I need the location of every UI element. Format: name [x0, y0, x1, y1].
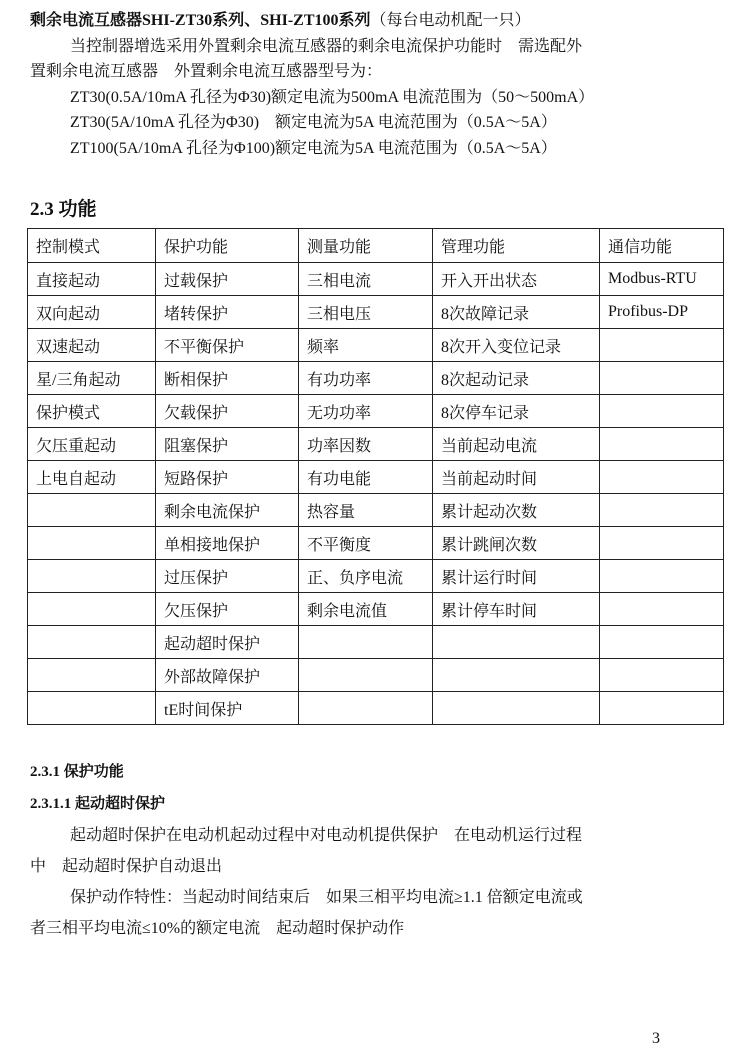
table-cell: 当前起动电流 [433, 428, 600, 461]
table-cell [28, 659, 156, 692]
body-line: 保护动作特性：当起动时间结束后 如果三相平均电流≥1.1 倍额定电流或 [70, 889, 583, 906]
body-line: 中 起动超时保护自动退出 [30, 858, 223, 875]
table-cell [28, 626, 156, 659]
table-cell: 上电自起动 [28, 461, 156, 494]
table-cell: 直接起动 [28, 263, 156, 296]
table-cell: Profibus-DP [600, 296, 724, 329]
table-cell: 单相接地保护 [156, 527, 299, 560]
intro-desc-line: 置剩余电流互感器 外置剩余电流互感器型号为： [30, 63, 383, 80]
table-row [28, 428, 724, 461]
table-cell: 热容量 [299, 494, 433, 527]
table-cell [600, 560, 724, 593]
table-cell [600, 692, 724, 725]
table-cell: 累计起动次数 [433, 494, 600, 527]
header-protection: 保护功能 [156, 229, 299, 263]
table-row [28, 362, 724, 395]
table-cell: 无功功率 [299, 395, 433, 428]
table-cell: 剩余电流值 [299, 593, 433, 626]
table-cell [28, 527, 156, 560]
table-cell: 8次开入变位记录 [433, 329, 600, 362]
table-cell [28, 494, 156, 527]
ct-title-text: 剩余电流互感器SHI-ZT30系列、SHI-ZT100系列 [30, 12, 371, 29]
table-cell: 8次故障记录 [433, 296, 600, 329]
table-cell: 起动超时保护 [156, 626, 299, 659]
table-cell: 累计运行时间 [433, 560, 600, 593]
model-line: ZT30(5A/10mA 孔径为Φ30) 额定电流为5A 电流范围为（0.5A～5A） [70, 114, 557, 131]
table-cell [600, 461, 724, 494]
table-cell [299, 626, 433, 659]
body-line: 者三相平均电流≤10%的额定电流 起动超时保护动作 [30, 920, 405, 937]
table-header-row [28, 229, 724, 263]
table-cell: 阻塞保护 [156, 428, 299, 461]
table-cell [28, 593, 156, 626]
table-row [28, 527, 724, 560]
table-cell [600, 362, 724, 395]
table-cell [433, 692, 600, 725]
table-cell: 短路保护 [156, 461, 299, 494]
body-text [30, 820, 690, 944]
table-cell [600, 626, 724, 659]
table-cell: 有功功率 [299, 362, 433, 395]
table-cell: 不平衡度 [299, 527, 433, 560]
table-cell: 8次停车记录 [433, 395, 600, 428]
table-row [28, 329, 724, 362]
table-row [28, 461, 724, 494]
table-cell: 欠压保护 [156, 593, 299, 626]
table-cell: 累计跳闸次数 [433, 527, 600, 560]
table-row [28, 560, 724, 593]
table-row [28, 593, 724, 626]
table-row [28, 692, 724, 725]
table-row [28, 494, 724, 527]
table-row [28, 659, 724, 692]
table-cell: 频率 [299, 329, 433, 362]
table-cell: 双向起动 [28, 296, 156, 329]
table-cell: 欠压重起动 [28, 428, 156, 461]
page-number: 3 [652, 1030, 660, 1047]
header-communication: 通信功能 [600, 229, 724, 263]
table-row [28, 395, 724, 428]
table-cell [433, 659, 600, 692]
table-cell: 剩余电流保护 [156, 494, 299, 527]
table-cell: 三相电压 [299, 296, 433, 329]
table-cell: 累计停车时间 [433, 593, 600, 626]
table-cell: 双速起动 [28, 329, 156, 362]
function-table [27, 228, 724, 725]
table-cell: 外部故障保护 [156, 659, 299, 692]
table-cell: 三相电流 [299, 263, 433, 296]
table-cell [28, 692, 156, 725]
model-line: ZT30(0.5A/10mA 孔径为Φ30)额定电流为500mA 电流范围为（50～500mA） [70, 88, 595, 106]
table-cell: 有功电能 [299, 461, 433, 494]
header-measurement: 测量功能 [299, 229, 433, 263]
table-cell: 过压保护 [156, 560, 299, 593]
table-cell [600, 329, 724, 362]
table-cell: 断相保护 [156, 362, 299, 395]
table-cell [600, 527, 724, 560]
intro-block [30, 8, 730, 161]
table-cell: 过载保护 [156, 263, 299, 296]
table-cell: 保护模式 [28, 395, 156, 428]
ct-title-note: （每台电动机配一只） [370, 12, 531, 29]
table-cell: 开入开出状态 [433, 263, 600, 296]
model-line: ZT100(5A/10mA 孔径为Φ100)额定电流为5A 电流范围为（0.5A～5A） [70, 139, 557, 157]
table-cell: Modbus-RTU [600, 263, 724, 296]
table-row [28, 296, 724, 329]
table-cell: 功率因数 [299, 428, 433, 461]
table-cell [433, 626, 600, 659]
table-cell: 欠载保护 [156, 395, 299, 428]
body-line: 起动超时保护在电动机起动过程中对电动机提供保护 在电动机运行过程 [70, 827, 583, 844]
table-row [28, 626, 724, 659]
table-cell: tE时间保护 [156, 692, 299, 725]
header-control-mode: 控制模式 [28, 229, 156, 263]
table-cell: 正、负序电流 [299, 560, 433, 593]
table-row [28, 263, 724, 296]
table-cell [600, 395, 724, 428]
table-cell: 8次起动记录 [433, 362, 600, 395]
header-management: 管理功能 [433, 229, 600, 263]
table-cell [299, 692, 433, 725]
table-cell [600, 494, 724, 527]
subsubsection-heading: 2.3.1.1 起动超时保护 [30, 796, 166, 812]
table-cell [600, 428, 724, 461]
table-cell: 当前起动时间 [433, 461, 600, 494]
ct-title [30, 8, 730, 34]
table-cell [28, 560, 156, 593]
table-cell [600, 593, 724, 626]
table-cell: 星/三角起动 [28, 362, 156, 395]
section-heading: 2.3 功能 [30, 199, 97, 220]
table-cell [600, 659, 724, 692]
subsection-heading: 2.3.1 保护功能 [30, 764, 124, 780]
table-cell: 不平衡保护 [156, 329, 299, 362]
table-cell: 堵转保护 [156, 296, 299, 329]
intro-desc-line: 当控制器增选采用外置剩余电流互感器的剩余电流保护功能时 需选配外 [70, 37, 583, 55]
table-cell [299, 659, 433, 692]
